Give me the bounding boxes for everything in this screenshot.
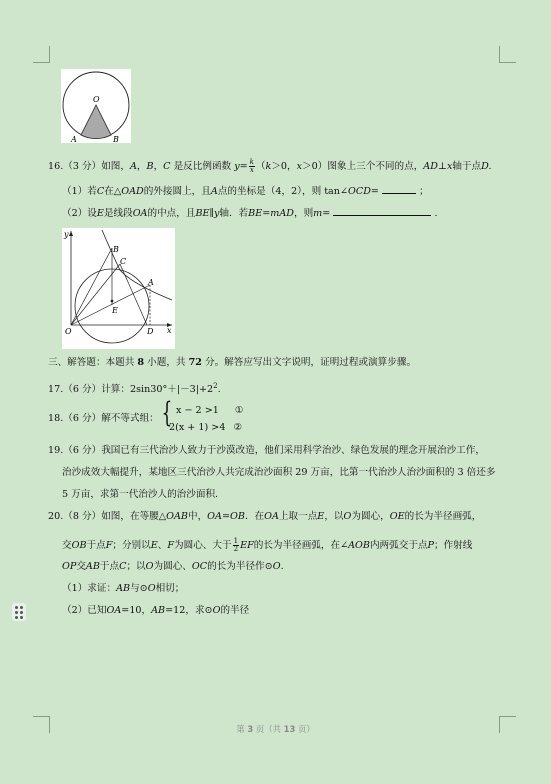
drag-handle-icon[interactable] xyxy=(12,603,26,621)
q19-line1: 19.（6 分）我国已有三代治沙人致力于沙漠改造，他们采用科学治沙、绿色发展的理念开展治沙工作， xyxy=(48,445,485,456)
fraction-one-half: $\frac{1}{2}$ xyxy=(233,537,239,553)
q20-line2: 交OB于点F；分别以E、F为圆心、大于 $\frac{1}{2}$ EF的长为半径画弧，在∠AOB内两弧交于点P；作射线 xyxy=(62,537,473,553)
q18: 18.（6 分）解不等式组： xyxy=(48,413,159,424)
page-footer: 第 3 页（共 13 页） xyxy=(236,724,315,734)
label-a: A xyxy=(71,135,77,143)
answer-blank-2[interactable] xyxy=(333,206,431,216)
q20-part2: （2）已知OA=10，AB=12，求⊙O的半径 xyxy=(62,605,250,616)
label-b: B xyxy=(113,245,119,254)
q16-line1: 16.（3 分）如图，A，B，C 是反比例函数 y= $\frac{k}{x}$ （k＞0，x＞0）图象上三个不同的点，AD⊥x轴于点D. xyxy=(48,158,492,174)
q16-part2: （2）设E是线段OA的中点，且BE∥y轴．若BE=mAD，则m= . xyxy=(62,208,438,219)
page-total: 13 xyxy=(283,724,296,734)
q19-line3: 5 万亩，求第一代治沙人的治沙面积. xyxy=(62,489,219,500)
q18-inequality-1: x − 2 >1 ① xyxy=(176,405,244,416)
crop-mark-top-left xyxy=(33,46,50,63)
label-y: y xyxy=(64,230,69,239)
label-d: D xyxy=(147,327,154,336)
label-a: A xyxy=(148,278,154,287)
page-number: 3 xyxy=(247,724,254,734)
fraction-k-over-x: $\frac{k}{x}$ xyxy=(249,158,254,174)
label-c: C xyxy=(120,257,127,266)
system-brace: { xyxy=(161,396,173,429)
q18-inequality-2: 2(x + 1) >4 ② xyxy=(169,422,243,433)
q20-line1: 20.（8 分）如图，在等腰△OAB中，OA=OB．在OA上取一点E，以O为圆心，OE的长为半径画弧， xyxy=(48,511,482,522)
label-o: O xyxy=(65,327,72,336)
answer-blank-1[interactable] xyxy=(382,184,416,194)
label-e: E xyxy=(112,306,118,315)
label-b: B xyxy=(113,135,119,143)
q16-part1: （1）若C在△OAD的外接圆上，且A点的坐标是（4，2），则 tan∠OCD= ； xyxy=(62,186,429,197)
label-x: x xyxy=(167,326,172,335)
section-3-heading: 三、解答题：本题共 8 小题，共 72 分。解答应写出文字说明，证明过程或演算步骤。 xyxy=(48,357,417,368)
label-o: O xyxy=(93,95,100,104)
q19-line2: 治沙成效大幅提升，某地区三代治沙人共完成治沙面积 29 万亩，比第一代治沙人治沙面积的 3 倍还多 xyxy=(62,467,496,478)
figure-coordinate-circle xyxy=(62,228,175,349)
q20-part1: （1）求证：AB与⊙O相切； xyxy=(62,583,185,594)
crop-mark-top-right xyxy=(499,46,516,63)
q17: 17.（6 分）计算：$2\sin 30^\circ+|-3|+2^2$. xyxy=(48,382,221,396)
figure-circle-sector xyxy=(61,69,131,143)
q20-line3: OP交AB于点C；以O为圆心、OC的长为半径作⊙O. xyxy=(62,561,284,572)
